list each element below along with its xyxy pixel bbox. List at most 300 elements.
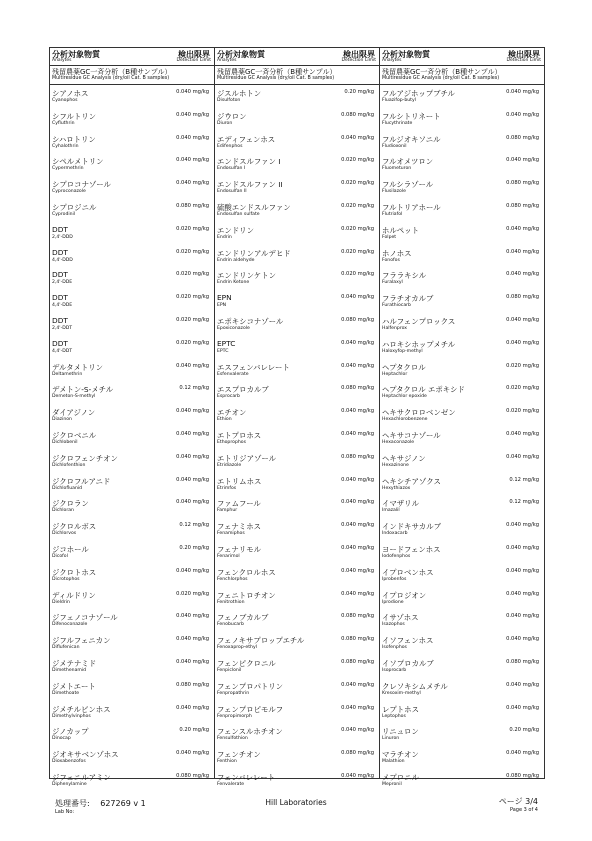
detection-limit-value: 0.080 mg/kg [506, 294, 539, 301]
analyte-name-en: Dinocap [52, 736, 71, 742]
detection-limit-value: 0.080 mg/kg [341, 613, 374, 620]
detection-limit-value: 0.040 mg/kg [506, 613, 539, 620]
column-header [380, 48, 544, 66]
analyte-name-ja: ジコホール [52, 544, 89, 554]
section-title-en: Multiresidue GC Analysis (dry/oil Cat. B samples) [382, 76, 500, 81]
analyte-name-ja: フルシトリネート [382, 111, 441, 121]
analyte-name-ja: ジウロン [217, 111, 247, 121]
analyte-row [50, 359, 214, 382]
detection-limit-value: 0.040 mg/kg [341, 408, 374, 415]
detection-limit-header-en: Detection Limit [341, 58, 376, 63]
analyte-name-en: Hexaconazole [382, 439, 415, 445]
detection-limit-value: 0.040 mg/kg [506, 590, 539, 597]
analyte-name-ja: ダイアジノン [52, 408, 96, 418]
analyte-name-en: Fenobucarb [217, 622, 244, 628]
analyte-row [380, 381, 544, 404]
analyte-row [50, 199, 214, 222]
analyte-name-ja: シフルトリン [52, 111, 97, 121]
analyte-name-ja: マラチオン [382, 750, 419, 760]
analyte-row [215, 518, 379, 541]
analyte-name-ja: DDT [52, 270, 68, 280]
analyte-name-ja: エンドスルファン II [217, 180, 283, 190]
analyte-name-en: Fenvalerate [217, 781, 245, 787]
analyte-row [380, 427, 544, 450]
analyte-row [50, 176, 214, 199]
analyte-row [215, 541, 379, 564]
analyte-name-en: Etridiazole [217, 462, 242, 468]
analyte-name-en: 2,4'-DDT [52, 325, 73, 331]
detection-limit-value: 0.040 mg/kg [176, 134, 209, 141]
analyte-name-ja: ジフェニルアミン [52, 772, 111, 782]
analyte-row [50, 131, 214, 154]
analyte-name-ja: ヘキサジノン [382, 453, 426, 463]
analyte-row [50, 541, 214, 564]
analyte-row [215, 723, 379, 746]
analyte-row [50, 564, 214, 587]
analyte-name-ja: ジクロトホス [52, 567, 97, 577]
analyte-row [380, 769, 544, 792]
analyte-name-en: Diphenylamine [52, 781, 87, 787]
analyte-row [215, 85, 379, 108]
analyte-name-en: 4,4'-DDT [52, 348, 73, 354]
analyte-name-en: Diflufenican [52, 645, 80, 651]
detection-limit-value: 0.040 mg/kg [506, 89, 539, 95]
detection-limit-header-en: Detection Limit [176, 58, 211, 63]
detection-limit-value: 0.020 mg/kg [341, 202, 374, 209]
analyte-name-ja: エスフェンバレレート [217, 362, 290, 372]
analyte-name-en: Famphur [217, 508, 238, 514]
detection-limit-value: 0.040 mg/kg [506, 248, 539, 255]
analyte-name-en: Cyfluthrin [52, 120, 75, 126]
analyte-row [380, 404, 544, 427]
analyte-name-ja: ホノホス [382, 248, 412, 258]
analyte-name-ja: クレソキシムメチル [382, 681, 448, 691]
analyte-row [215, 313, 379, 336]
analyte-name-en: Fenamiphos [217, 531, 245, 537]
analyte-name-ja: DDT [52, 293, 68, 303]
analyte-row [215, 267, 379, 290]
analyte-name-en: Ethoprophos [217, 439, 246, 445]
detection-limit-value: 0.040 mg/kg [506, 681, 539, 688]
section-header [215, 66, 379, 85]
analyte-name-en: Dicofol [52, 553, 68, 559]
analyte-row [215, 655, 379, 678]
analyte-name-ja: ハロキシホップメチル [382, 339, 456, 349]
analyte-name-ja: エトリムホス [217, 476, 262, 486]
analyte-row [380, 313, 544, 336]
analyte-name-ja: ジノカップ [52, 727, 89, 737]
detection-limit-value: 0.040 mg/kg [176, 499, 209, 506]
analyte-name-ja: ジクロラン [52, 499, 89, 509]
analyte-name-ja: イプロジオン [382, 590, 427, 600]
detection-limit-value: 0.040 mg/kg [341, 134, 374, 141]
detection-limit-value: 0.040 mg/kg [341, 362, 374, 369]
lab-number-label: 処理番号: [55, 799, 90, 808]
analyte-row [215, 336, 379, 359]
analyte-name-en: Dioxabenzofos [52, 759, 86, 765]
analyte-row [380, 473, 544, 496]
analyte-name-ja: ヘキサコナゾール [382, 430, 441, 440]
analyte-name-ja: イサゾホス [382, 613, 419, 623]
detection-limit-value: 0.020 mg/kg [341, 157, 374, 164]
detection-limit-value: 0.20 mg/kg [509, 727, 539, 734]
section-title-ja: 残留農薬GC一斉分析（B種サンプル） [52, 68, 172, 76]
analyte-row [380, 746, 544, 769]
analyte-name-en: Isofenphos [382, 645, 407, 651]
analyte-name-ja: ホルペット [382, 225, 419, 235]
analytes-header-en: Analytes [52, 58, 72, 63]
detection-limit-value: 0.080 mg/kg [341, 316, 374, 323]
analyte-row [215, 153, 379, 176]
analyte-name-en: Fenpropathrin [217, 690, 250, 696]
detection-limit-value: 0.040 mg/kg [176, 704, 209, 711]
analyte-name-en: Malathion [382, 759, 405, 765]
analytes-header-ja: 分析対象物質 [382, 50, 430, 59]
detection-limit-value: 0.040 mg/kg [176, 157, 209, 164]
analyte-row [50, 245, 214, 268]
analyte-row [215, 290, 379, 313]
detection-limit-value: 0.040 mg/kg [176, 750, 209, 757]
analyte-name-ja: エンドスルファン I [217, 157, 281, 167]
analyte-name-en: Fluometuron [382, 166, 412, 172]
analyte-name-en: Fenitrothion [217, 599, 245, 605]
analyte-name-en: Dichlofluanid [52, 485, 83, 491]
analyte-name-en: Fenchlorphos [217, 576, 248, 582]
analyte-name-en: Cypermethrin [52, 166, 84, 172]
detection-limit-value: 0.040 mg/kg [506, 636, 539, 643]
detection-limit-value: 0.20 mg/kg [179, 544, 209, 551]
analyte-name-ja: シアノホス [52, 89, 89, 98]
detection-limit-value: 0.040 mg/kg [176, 613, 209, 620]
detection-limit-value: 0.040 mg/kg [176, 180, 209, 187]
analyte-row [50, 336, 214, 359]
analyte-name-en: Imazalil [382, 508, 400, 514]
analyte-name-en: Difenoconazole [52, 622, 88, 628]
analyte-name-ja: 硫酸エンドスルファン [217, 202, 291, 212]
detection-limit-value: 0.040 mg/kg [176, 658, 209, 665]
analyte-name-ja: フラチオカルブ [382, 294, 434, 304]
analyte-row [50, 632, 214, 655]
analyte-row [380, 541, 544, 564]
section-title-en: Multiresidue GC Analysis (dry/oil Cat. B samples) [217, 76, 335, 81]
analyte-name-ja: ジメトエート [52, 681, 96, 691]
analyte-name-ja: ジクロルボス [52, 522, 97, 532]
analyte-row [215, 131, 379, 154]
analyte-row [215, 495, 379, 518]
analyte-name-en: Furathiocarb [382, 303, 411, 309]
analyte-row [380, 450, 544, 473]
analyte-name-ja: ジオキサベンゾホス [52, 750, 119, 760]
analyte-name-en: Edifenphos [217, 143, 243, 149]
analyte-name-en: 2,4'-DDD [52, 234, 73, 240]
detection-limit-value: 0.040 mg/kg [176, 453, 209, 460]
analyte-name-ja: イマザリル [382, 499, 419, 509]
detection-limit-header-ja: 検出限界 [178, 50, 210, 59]
analyte-name-en: Isazophos [382, 622, 405, 628]
detection-limit-value: 0.080 mg/kg [341, 111, 374, 118]
analyte-name-ja: ヨードフェンホス [382, 544, 441, 554]
analyte-row [50, 381, 214, 404]
analyte-name-en: Dimethoate [52, 690, 80, 696]
analytes-header-ja: 分析対象物質 [217, 50, 265, 59]
detection-limit-value: 0.040 mg/kg [506, 225, 539, 232]
analyte-name-ja: シプロコナゾール [52, 180, 111, 190]
analyte-name-ja: シペルメトリン [52, 157, 104, 167]
analyte-name-en: Disulfoton [217, 98, 241, 103]
analyte-row [215, 245, 379, 268]
analyte-row [380, 587, 544, 610]
analyte-name-en: Endosulfan sulfate [217, 211, 260, 217]
analyte-row [215, 473, 379, 496]
analyte-name-ja: シプロジニル [52, 202, 97, 212]
analyte-row [50, 587, 214, 610]
detection-limit-value: 0.040 mg/kg [176, 567, 209, 574]
analyte-name-ja: フェンチオン [217, 750, 261, 760]
analyte-name-ja: フェナリモル [217, 544, 261, 554]
analyte-row [380, 245, 544, 268]
results-column-2 [214, 48, 379, 787]
analyte-name-en: Hexazinone [382, 462, 409, 468]
analyte-name-en: Kresoxim-methyl [382, 690, 421, 696]
analyte-name-ja: ヘプタクロル [382, 362, 426, 372]
analyte-row [380, 199, 544, 222]
analyte-name-ja: インドキサカルブ [382, 522, 441, 532]
analyte-name-ja: ハルフェンプロックス [382, 316, 456, 326]
lab-number-sub: Lab No: [55, 809, 75, 815]
analyte-name-ja: ジメチルビンホス [52, 704, 111, 714]
analyte-name-ja: フェンクロルホス [217, 567, 276, 577]
lab-number-value: 627269 v 1 [100, 799, 146, 808]
analyte-name-en: Diuron [217, 120, 233, 126]
analyte-row [50, 746, 214, 769]
analyte-name-en: Esfenvalerate [217, 371, 249, 377]
analyte-row [50, 153, 214, 176]
analyte-name-ja: エディフェンホス [217, 134, 276, 144]
detection-limit-value: 0.040 mg/kg [341, 544, 374, 551]
analyte-name-en: Iodofenphos [382, 553, 411, 559]
detection-limit-value: 0.080 mg/kg [506, 772, 539, 779]
analyte-name-en: Etrimfos [217, 485, 237, 491]
detection-limit-value: 0.040 mg/kg [506, 339, 539, 346]
analyte-row [50, 769, 214, 792]
analyte-name-ja: ジクロフルアニド [52, 476, 111, 486]
analyte-name-ja: フェナミホス [217, 522, 261, 532]
detection-limit-value: 0.040 mg/kg [341, 294, 374, 301]
analyte-name-ja: フェンプロパトリン [217, 681, 283, 691]
analyte-name-ja: エトプロホス [217, 430, 262, 440]
analyte-row [380, 176, 544, 199]
analyte-row [380, 609, 544, 632]
analyte-name-en: Endosulfan II [217, 189, 247, 195]
analyte-name-ja: ジフェノコナゾール [52, 613, 118, 623]
section-title-ja: 残留農薬GC一斉分析（B種サンプル） [217, 68, 337, 76]
analyte-name-en: EPTC [217, 348, 229, 354]
analyte-name-en: Dichlobenil [52, 439, 78, 445]
analyte-row [215, 404, 379, 427]
detection-limit-value: 0.040 mg/kg [176, 408, 209, 415]
analyte-name-ja: デメトン-S-メチル [52, 385, 114, 395]
analyte-name-en: Fluazifop-butyl [382, 98, 416, 103]
analyte-name-en: Fenthion [217, 759, 237, 765]
detection-limit-value: 0.12 mg/kg [509, 499, 539, 506]
analyte-name-ja: フェノブカルブ [217, 613, 269, 623]
analyte-name-en: Dieldrin [52, 599, 70, 605]
analyte-row [215, 632, 379, 655]
analyte-row [215, 564, 379, 587]
analyte-row [215, 427, 379, 450]
analyte-name-ja: フララキシル [382, 271, 427, 281]
detection-limit-value: 0.020 mg/kg [176, 294, 209, 301]
analyte-name-en: Fludioxonil [382, 143, 407, 149]
analyte-name-en: Dichlorvos [52, 531, 77, 537]
analyte-row [215, 587, 379, 610]
company-name: Hill Laboratories [265, 798, 327, 807]
analyte-name-ja: フルジオキソニル [382, 134, 441, 144]
analyte-name-en: Iprobenfos [382, 576, 407, 582]
analyte-row [50, 701, 214, 724]
analyte-name-ja: エンドリンアルデヒド [217, 248, 291, 258]
analyte-row [50, 609, 214, 632]
analyte-row [215, 678, 379, 701]
analyte-name-ja: フルオメツロン [382, 157, 434, 167]
analyte-row [380, 518, 544, 541]
analyte-name-en: Esprocarb [217, 394, 240, 400]
analyte-name-en: Dicrotophos [52, 576, 80, 582]
column-header [50, 48, 214, 66]
detection-limit-value: 0.040 mg/kg [341, 567, 374, 574]
analyte-row [380, 108, 544, 131]
analyte-name-en: Endosulfan I [217, 166, 246, 172]
detection-limit-value: 0.12 mg/kg [179, 522, 209, 529]
analyte-row [50, 655, 214, 678]
analyte-name-en: 2,4'-DDE [52, 280, 73, 286]
analyte-row [380, 359, 544, 382]
analyte-name-en: 4,4'-DDD [52, 257, 73, 263]
analyte-row [380, 632, 544, 655]
detection-limit-value: 0.020 mg/kg [176, 339, 209, 346]
analyte-name-ja: メプロニル [382, 772, 419, 782]
detection-limit-value: 0.040 mg/kg [506, 567, 539, 574]
analyte-name-ja: ディルドリン [52, 590, 96, 600]
analyte-name-ja: リニュロン [382, 727, 419, 737]
analyte-row [50, 723, 214, 746]
analyte-row [380, 267, 544, 290]
detection-limit-value: 0.040 mg/kg [506, 430, 539, 437]
analyte-name-en: Cyhalothrin [52, 143, 79, 149]
analyte-name-en: Halfenprox [382, 325, 407, 331]
analyte-name-ja: エチオン [217, 408, 247, 418]
analyte-row [380, 222, 544, 245]
analyte-row [215, 176, 379, 199]
detection-limit-value: 0.020 mg/kg [341, 248, 374, 255]
analyte-name-en: Ethion [217, 417, 232, 423]
detection-limit-value: 0.040 mg/kg [341, 590, 374, 597]
analyte-name-ja: EPN [217, 293, 232, 303]
detection-limit-value: 0.040 mg/kg [506, 271, 539, 278]
analyte-name-en: Heptachlor epoxide [382, 394, 427, 400]
detection-limit-value: 0.040 mg/kg [341, 772, 374, 779]
analyte-name-en: Cyprodinil [52, 211, 76, 217]
analyte-row [380, 495, 544, 518]
detection-limit-value: 0.040 mg/kg [176, 111, 209, 118]
analyte-row [215, 359, 379, 382]
analyte-name-en: Furalaxyl [382, 280, 403, 286]
detection-limit-value: 0.020 mg/kg [176, 248, 209, 255]
analyte-name-en: Fenpropimorph [217, 713, 252, 719]
analyte-name-en: Flusilazole [382, 189, 406, 195]
page-number-ja: ページ 3/4 [498, 797, 538, 806]
detection-limit-value: 0.040 mg/kg [506, 544, 539, 551]
detection-limit-value: 0.020 mg/kg [341, 271, 374, 278]
detection-limit-value: 0.040 mg/kg [341, 430, 374, 437]
detection-limit-value: 0.080 mg/kg [341, 385, 374, 392]
analyte-row [50, 495, 214, 518]
analyte-name-en: Endrin aldehyde [217, 257, 255, 263]
analyte-name-ja: DDT [52, 224, 68, 234]
analyte-name-ja: ヘキサクロロベンゼン [382, 408, 456, 418]
analyte-name-en: Endrin [217, 234, 232, 240]
analyte-row [380, 723, 544, 746]
detection-limit-value: 0.020 mg/kg [176, 271, 209, 278]
analyte-name-en: Fenoxaprop-ethyl [217, 645, 257, 651]
analyte-name-en: Leptophos [382, 713, 406, 719]
analyte-name-ja: エスプロカルブ [217, 385, 269, 395]
analyte-name-en: 4,4'-DDE [52, 303, 73, 309]
analyte-name-en: Folpet [382, 234, 397, 240]
analyte-name-ja: イソプロカルブ [382, 658, 434, 668]
analyte-row [215, 609, 379, 632]
analyte-row [50, 85, 214, 108]
analyte-name-en: Fensulfothion [217, 736, 248, 742]
analyte-row [50, 450, 214, 473]
detection-limit-value: 0.020 mg/kg [341, 225, 374, 232]
detection-limit-value: 0.080 mg/kg [176, 681, 209, 688]
detection-limit-value: 0.040 mg/kg [176, 89, 209, 95]
detection-limit-value: 0.020 mg/kg [506, 408, 539, 415]
analyte-name-ja: ジスルホトン [217, 89, 262, 98]
analyte-name-ja: フルトリアホール [382, 202, 441, 212]
analyte-name-en: Demeton-S-methyl [52, 394, 96, 400]
analyte-row [215, 222, 379, 245]
detection-limit-value: 0.040 mg/kg [506, 111, 539, 118]
analyte-name-en: Mepronil [382, 781, 402, 787]
analyte-name-ja: ヘプタクロル エポキシド [382, 385, 465, 395]
analyte-name-en: Diazinon [52, 417, 72, 423]
analyte-name-ja: フェニトロチオン [217, 590, 276, 600]
detection-limit-header-ja: 検出限界 [343, 50, 375, 59]
detection-limit-value: 0.040 mg/kg [506, 704, 539, 711]
detection-limit-value: 0.040 mg/kg [341, 727, 374, 734]
analyte-row [380, 131, 544, 154]
analyte-row [50, 290, 214, 313]
analyte-name-en: EPN [217, 303, 227, 309]
analyte-row [50, 518, 214, 541]
analyte-name-ja: ジクロフェンチオン [52, 453, 118, 463]
detection-limit-value: 0.080 mg/kg [341, 453, 374, 460]
analyte-name-ja: フェンバレレート [217, 772, 276, 782]
detection-limit-value: 0.20 mg/kg [179, 727, 209, 734]
detection-limit-value: 0.040 mg/kg [341, 499, 374, 506]
detection-limit-value: 0.040 mg/kg [506, 316, 539, 323]
column-header [215, 48, 379, 66]
analyte-row [215, 746, 379, 769]
detection-limit-value: 0.080 mg/kg [341, 636, 374, 643]
detection-limit-value: 0.020 mg/kg [506, 385, 539, 392]
analyte-name-ja: フルシラゾール [382, 180, 434, 190]
detection-limit-value: 0.080 mg/kg [176, 772, 209, 779]
analyte-name-ja: DDT [52, 247, 68, 257]
analyte-name-ja: DDT [52, 338, 68, 348]
